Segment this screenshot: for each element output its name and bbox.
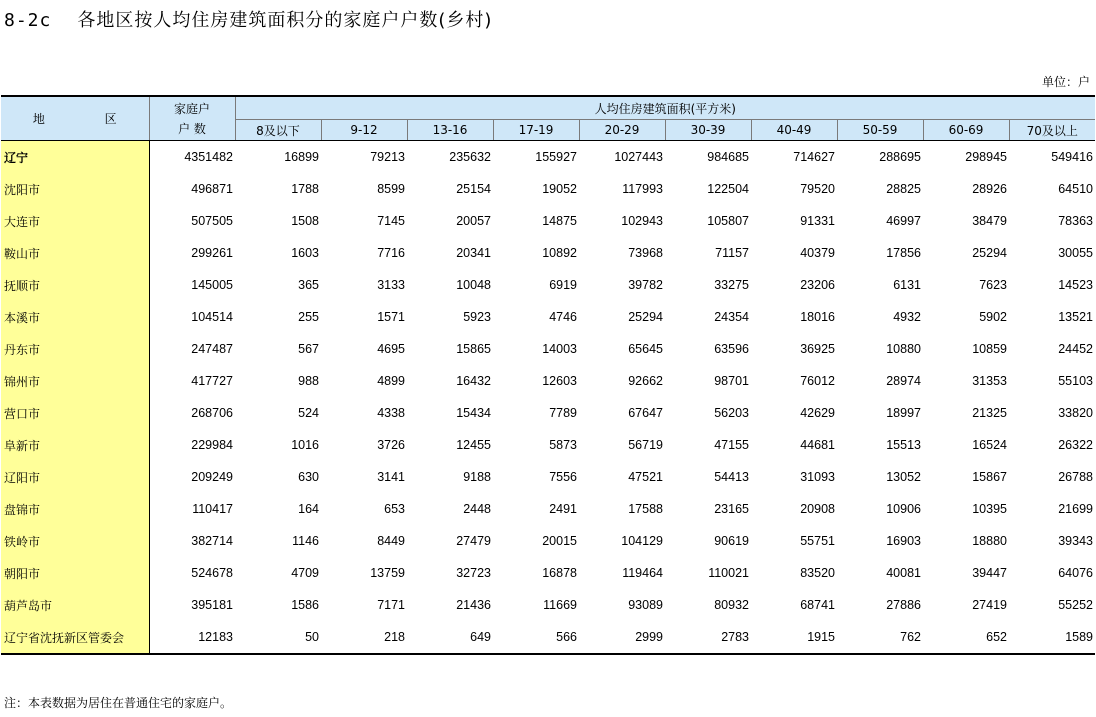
value-cell: 4899 (377, 374, 405, 388)
total-cell: 247487 (191, 342, 233, 356)
value-cell: 67647 (628, 406, 663, 420)
value-cell: 40379 (800, 246, 835, 260)
region-cell: 辽宁省沈抚新区管委会 (1, 621, 149, 654)
total-cell: 299261 (191, 246, 233, 260)
value-cell: 39782 (628, 278, 663, 292)
value-cell: 16878 (542, 566, 577, 580)
value-cell: 4746 (549, 310, 577, 324)
value-cell: 54413 (714, 470, 749, 484)
value-cell: 218 (321, 621, 407, 654)
page-title (4, 6, 492, 32)
bin-column-header: 13-16 (407, 120, 493, 141)
bin-column-header: 50-59 (837, 120, 923, 141)
value-cell: 20015 (542, 534, 577, 548)
value-cell: 33820 (1058, 406, 1093, 420)
value-cell: 28974 (886, 374, 921, 388)
unit-label: 单位：户 (1041, 75, 1090, 89)
value-cell: 68741 (800, 598, 835, 612)
value-cell: 27886 (886, 598, 921, 612)
value-cell: 28926 (972, 182, 1007, 196)
value-cell: 18997 (886, 406, 921, 420)
value-cell: 21325 (972, 406, 1007, 420)
value-cell: 1589 (1009, 621, 1095, 654)
value-cell: 524 (298, 406, 319, 420)
value-cell: 652 (923, 621, 1009, 654)
value-cell: 31093 (800, 470, 835, 484)
value-cell: 91331 (800, 214, 835, 228)
value-cell: 6919 (549, 278, 577, 292)
table-row (1, 429, 1095, 461)
value-cell: 93089 (628, 598, 663, 612)
value-cell: 255 (298, 310, 319, 324)
value-cell: 76012 (800, 374, 835, 388)
value-cell: 1508 (291, 214, 319, 228)
value-cell: 7716 (377, 246, 405, 260)
value-cell: 102943 (621, 214, 663, 228)
value-cell: 50 (235, 621, 321, 654)
table-code: 8-2c (4, 10, 52, 31)
value-cell: 1586 (291, 598, 319, 612)
value-cell: 13759 (370, 566, 405, 580)
value-cell: 73968 (628, 246, 663, 260)
value-cell: 27479 (456, 534, 491, 548)
data-table (1, 95, 1095, 655)
total-cell: 417727 (191, 374, 233, 388)
value-cell: 11669 (543, 598, 577, 612)
region-cell: 丹东市 (1, 333, 149, 365)
value-cell: 288695 (879, 150, 921, 164)
value-cell: 20057 (456, 214, 491, 228)
footnote: 注：本表数据为居住在普通住宅的家庭户。 (4, 696, 233, 710)
value-cell: 32723 (456, 566, 491, 580)
table-row (1, 461, 1095, 493)
value-cell: 39447 (972, 566, 1007, 580)
value-cell: 2783 (665, 621, 751, 654)
value-cell: 79520 (800, 182, 835, 196)
value-cell: 16524 (972, 438, 1007, 452)
table-row (1, 397, 1095, 429)
value-cell: 83520 (800, 566, 835, 580)
value-cell: 17588 (628, 502, 663, 516)
value-cell: 56719 (628, 438, 663, 452)
region-column-header: 地 区 (1, 96, 149, 141)
value-cell: 3141 (377, 470, 405, 484)
value-cell: 10880 (886, 342, 921, 356)
table-row (1, 589, 1095, 621)
value-cell: 16903 (886, 534, 921, 548)
value-cell: 13052 (886, 470, 921, 484)
value-cell: 119464 (622, 566, 663, 580)
value-cell: 33275 (714, 278, 749, 292)
total-cell: 145005 (191, 278, 233, 292)
value-cell: 5873 (549, 438, 577, 452)
bin-column-header: 60-69 (923, 120, 1009, 141)
value-cell: 20341 (456, 246, 491, 260)
value-cell: 8599 (377, 182, 405, 196)
value-cell: 55252 (1058, 598, 1093, 612)
table-row (1, 493, 1095, 525)
total-cell: 209249 (191, 470, 233, 484)
value-cell: 10395 (972, 502, 1007, 516)
total-cell: 268706 (191, 406, 233, 420)
total-cell: 104514 (191, 310, 233, 324)
value-cell: 47521 (628, 470, 663, 484)
value-cell: 630 (298, 470, 319, 484)
bin-column-header: 40-49 (751, 120, 837, 141)
value-cell: 105807 (707, 214, 749, 228)
value-cell: 5923 (463, 310, 491, 324)
bin-column-header: 30-39 (665, 120, 751, 141)
total-header-line1: 家庭户 (173, 101, 210, 116)
value-cell: 3133 (377, 278, 405, 292)
region-cell: 营口市 (1, 397, 149, 429)
region-cell: 葫芦岛市 (1, 589, 149, 621)
table-header (1, 96, 1095, 141)
value-cell: 30055 (1058, 246, 1093, 260)
value-cell: 1603 (291, 246, 319, 260)
value-cell: 12603 (542, 374, 577, 388)
value-cell: 90619 (714, 534, 749, 548)
value-cell: 117993 (622, 182, 663, 196)
value-cell: 16432 (456, 374, 491, 388)
region-cell: 本溪市 (1, 301, 149, 333)
value-cell: 64076 (1058, 566, 1093, 580)
value-cell: 714627 (793, 150, 835, 164)
value-cell: 19052 (542, 182, 577, 196)
value-cell: 18880 (972, 534, 1007, 548)
value-cell: 55103 (1058, 374, 1093, 388)
value-cell: 1915 (751, 621, 837, 654)
value-cell: 235632 (449, 150, 491, 164)
value-cell: 25154 (456, 182, 491, 196)
value-cell: 762 (837, 621, 923, 654)
value-cell: 23165 (714, 502, 749, 516)
table-body (1, 141, 1095, 655)
value-cell: 28825 (886, 182, 921, 196)
table-row (1, 269, 1095, 301)
region-cell: 鞍山市 (1, 237, 149, 269)
total-cell: 496871 (191, 182, 233, 196)
value-cell: 16899 (284, 150, 319, 164)
value-cell: 7145 (377, 214, 405, 228)
bin-column-header: 17-19 (493, 120, 579, 141)
bin-column-header: 20-29 (579, 120, 665, 141)
value-cell: 988 (298, 374, 319, 388)
value-cell: 566 (493, 621, 579, 654)
value-cell: 79213 (370, 150, 405, 164)
value-cell: 24452 (1058, 342, 1093, 356)
value-cell: 6131 (893, 278, 921, 292)
total-cell: 12183 (149, 621, 235, 654)
value-cell: 71157 (715, 246, 749, 260)
area-group-header: 人均住房建筑面积(平方米) (235, 96, 1095, 120)
value-cell: 15513 (886, 438, 921, 452)
region-cell: 大连市 (1, 205, 149, 237)
value-cell: 7171 (377, 598, 405, 612)
region-cell: 抚顺市 (1, 269, 149, 301)
value-cell: 80932 (714, 598, 749, 612)
bin-column-header: 70及以上 (1009, 120, 1095, 141)
value-cell: 25294 (972, 246, 1007, 260)
table-row (1, 333, 1095, 365)
value-cell: 7789 (549, 406, 577, 420)
value-cell: 18016 (800, 310, 835, 324)
value-cell: 2999 (579, 621, 665, 654)
value-cell: 4709 (291, 566, 319, 580)
table-row (1, 237, 1095, 269)
value-cell: 8449 (377, 534, 405, 548)
value-cell: 1027443 (614, 150, 663, 164)
value-cell: 15434 (456, 406, 491, 420)
value-cell: 14523 (1058, 278, 1093, 292)
table-row (1, 301, 1095, 333)
table-row (1, 141, 1095, 174)
value-cell: 653 (384, 502, 405, 516)
value-cell: 63596 (714, 342, 749, 356)
table-row (1, 173, 1095, 205)
value-cell: 21699 (1058, 502, 1093, 516)
region-cell: 沈阳市 (1, 173, 149, 205)
value-cell: 110021 (708, 566, 749, 580)
value-cell: 1146 (292, 534, 319, 548)
value-cell: 10859 (972, 342, 1007, 356)
value-cell: 92662 (628, 374, 663, 388)
region-cell: 朝阳市 (1, 557, 149, 589)
value-cell: 17856 (886, 246, 921, 260)
value-cell: 2448 (463, 502, 491, 516)
value-cell: 24354 (714, 310, 749, 324)
value-cell: 78363 (1058, 214, 1093, 228)
value-cell: 10906 (886, 502, 921, 516)
total-cell: 110417 (192, 502, 233, 516)
value-cell: 36925 (800, 342, 835, 356)
value-cell: 38479 (972, 214, 1007, 228)
bin-column-header: 8及以下 (235, 120, 321, 141)
value-cell: 27419 (972, 598, 1007, 612)
value-cell: 4695 (377, 342, 405, 356)
value-cell: 13521 (1058, 310, 1093, 324)
value-cell: 65645 (628, 342, 663, 356)
table-row (1, 557, 1095, 589)
value-cell: 549416 (1051, 150, 1093, 164)
region-cell: 锦州市 (1, 365, 149, 397)
value-cell: 31353 (972, 374, 1007, 388)
value-cell: 23206 (800, 278, 835, 292)
value-cell: 98701 (714, 374, 749, 388)
value-cell: 15865 (456, 342, 491, 356)
value-cell: 56203 (714, 406, 749, 420)
value-cell: 3726 (377, 438, 405, 452)
value-cell: 164 (298, 502, 319, 516)
value-cell: 55751 (800, 534, 835, 548)
value-cell: 20908 (800, 502, 835, 516)
value-cell: 1016 (291, 438, 319, 452)
value-cell: 298945 (965, 150, 1007, 164)
table-row (1, 525, 1095, 557)
value-cell: 9188 (463, 470, 491, 484)
value-cell: 44681 (800, 438, 835, 452)
value-cell: 21436 (456, 598, 491, 612)
value-cell: 26788 (1058, 470, 1093, 484)
value-cell: 10892 (542, 246, 577, 260)
value-cell: 4338 (377, 406, 405, 420)
value-cell: 25294 (628, 310, 663, 324)
value-cell: 1571 (377, 310, 405, 324)
value-cell: 7623 (979, 278, 1007, 292)
table-row (1, 621, 1095, 654)
value-cell: 42629 (800, 406, 835, 420)
value-cell: 649 (407, 621, 493, 654)
value-cell: 567 (298, 342, 319, 356)
value-cell: 2491 (549, 502, 577, 516)
value-cell: 64510 (1058, 182, 1093, 196)
value-cell: 7556 (549, 470, 577, 484)
total-column-header (149, 96, 235, 141)
value-cell: 104129 (621, 534, 663, 548)
value-cell: 15867 (972, 470, 1007, 484)
total-cell: 382714 (191, 534, 233, 548)
value-cell: 26322 (1058, 438, 1093, 452)
region-cell: 辽宁 (1, 141, 149, 174)
value-cell: 155927 (535, 150, 577, 164)
value-cell: 4932 (893, 310, 921, 324)
region-cell: 辽阳市 (1, 461, 149, 493)
value-cell: 14003 (542, 342, 577, 356)
table-row (1, 365, 1095, 397)
value-cell: 10048 (456, 278, 491, 292)
value-cell: 46997 (886, 214, 921, 228)
value-cell: 5902 (979, 310, 1007, 324)
total-cell: 524678 (191, 566, 233, 580)
value-cell: 122504 (707, 182, 749, 196)
total-header-line2: 户 数 (178, 121, 206, 136)
bin-column-header: 9-12 (321, 120, 407, 141)
region-cell: 盘锦市 (1, 493, 149, 525)
total-cell: 4351482 (184, 150, 233, 164)
region-cell: 铁岭市 (1, 525, 149, 557)
table-row (1, 205, 1095, 237)
total-cell: 395181 (191, 598, 233, 612)
value-cell: 12455 (456, 438, 491, 452)
value-cell: 365 (298, 278, 319, 292)
value-cell: 984685 (707, 150, 749, 164)
value-cell: 47155 (714, 438, 749, 452)
total-cell: 507505 (191, 214, 233, 228)
total-cell: 229984 (191, 438, 233, 452)
value-cell: 40081 (886, 566, 921, 580)
table-title: 各地区按人均住房建筑面积分的家庭户户数(乡村) (77, 10, 493, 31)
value-cell: 14875 (542, 214, 577, 228)
region-cell: 阜新市 (1, 429, 149, 461)
value-cell: 39343 (1058, 534, 1093, 548)
value-cell: 1788 (291, 182, 319, 196)
